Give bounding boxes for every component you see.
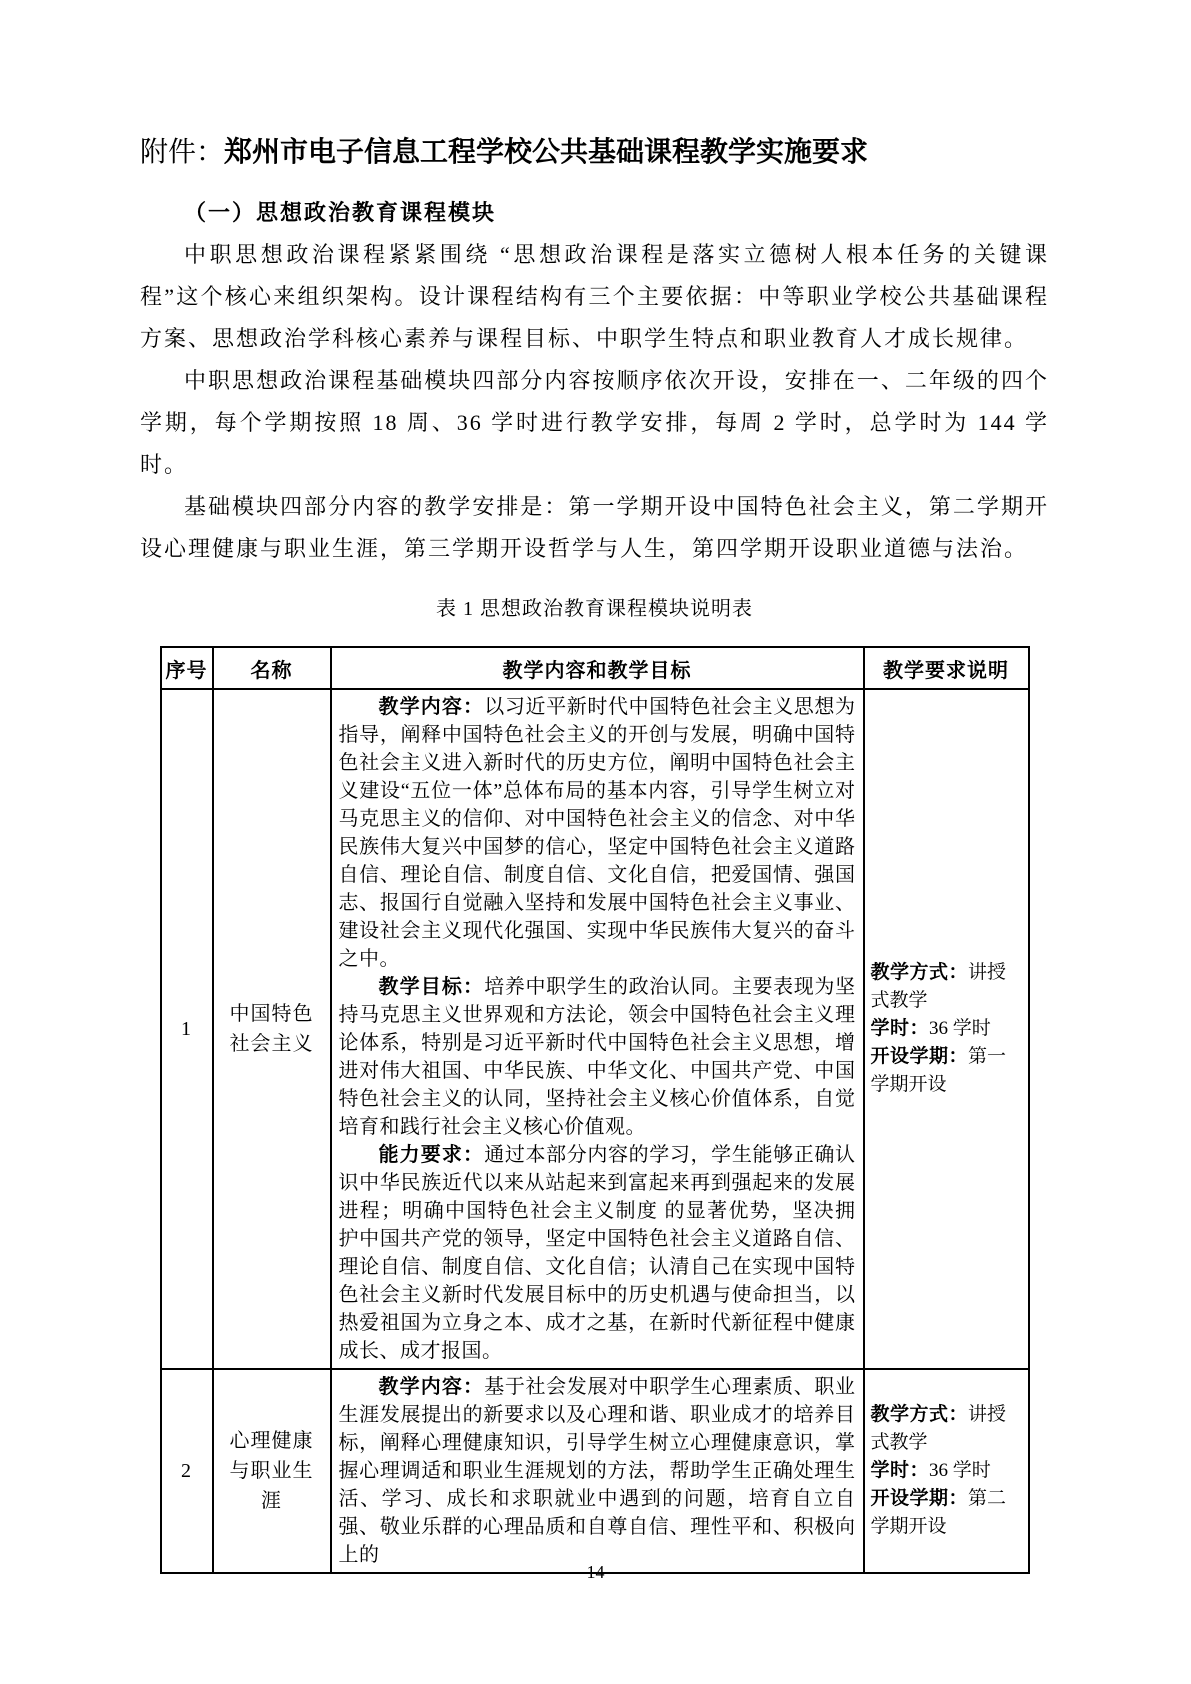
body-paragraph: 基础模块四部分内容的教学安排是：第一学期开设中国特色社会主义，第二学期开设心理健康与职业生涯，第三学期开设哲学与人生，第四学期开设职业道德与法治。	[140, 494, 1049, 561]
table-row	[161, 1369, 1029, 1573]
semester-value: 第一学期开设	[870, 1046, 1007, 1095]
class-hours-label: 学时：	[870, 1018, 930, 1039]
document-title	[140, 136, 1049, 170]
header-cell-no: 序号	[161, 647, 213, 689]
teaching-goal-label: 教学目标：	[378, 976, 485, 998]
teaching-requirements-cell	[864, 1369, 1029, 1573]
page-number: 14	[586, 1562, 605, 1582]
teaching-method-label: 教学方式：	[870, 962, 969, 983]
table-caption: 表 1 思想政治教育课程模块说明表	[436, 598, 753, 620]
class-hours-item	[871, 1457, 1022, 1485]
teaching-method-item	[871, 1401, 1022, 1457]
row-number-cell: 2	[161, 1369, 213, 1573]
body-paragraph: 中职思想政治课程紧紧围绕 “思想政治课程是落实立德树人根本任务的关键课程”这个核心来组织架构。设计课程结构有三个主要依据：中等职业学校公共基础课程方案、思想政治学科核心素养与课程目标、中职学生特点和职业教育人才成长规律。	[140, 242, 1049, 351]
semester-label: 开设学期：	[870, 1046, 969, 1067]
class-hours-item	[871, 1015, 1022, 1043]
teaching-method-value: 讲授式教学	[870, 962, 1007, 1011]
teaching-method-item	[871, 959, 1022, 1015]
teaching-goal-paragraph	[339, 973, 856, 1141]
row-number-cell: 1	[161, 689, 213, 1369]
attachment-label: 附件：	[140, 137, 225, 168]
class-hours-label: 学时：	[870, 1460, 930, 1481]
header-cell-content: 教学内容和教学目标	[331, 647, 864, 689]
class-hours-value: 36 学时	[929, 1460, 991, 1481]
table-row	[161, 689, 1029, 1369]
course-name-cell: 中国特色社会主义	[213, 689, 331, 1369]
teaching-content-paragraph	[339, 693, 856, 973]
class-hours-value: 36 学时	[929, 1018, 991, 1039]
ability-requirement-text: 通过本部分内容的学习，学生能够正确认识中华民族近代以来从站起来到富起来再到强起来的发展进程；明确中国特色社会主义制度 的显著优势，坚决拥护中国共产党的领导，坚定中国特色社会主义道路自信、理论自信、制度自信、文化自信；认清自己在实现中国特色社会主义新时代发展目标中的历史机遇与使命担当，以热爱祖国为立身之本、成才之基，在新时代新征程中健康成长、成才报国。	[338, 1144, 856, 1362]
header-cell-requirements: 教学要求说明	[864, 647, 1029, 689]
teaching-requirements-cell	[864, 689, 1029, 1369]
header-cell-name: 名称	[213, 647, 331, 689]
course-name-cell: 心理健康与职业生涯	[213, 1369, 331, 1573]
table-header-row	[161, 647, 1029, 689]
course-content-cell	[331, 689, 864, 1369]
course-module-table	[160, 646, 1030, 1574]
semester-item	[871, 1043, 1022, 1099]
teaching-goal-text: 培养中职学生的政治认同。主要表现为坚持马克思主义世界观和方法论，领会中国特色社会主义理论体系，特别是习近平新时代中国特色社会主义思想，增进对伟大祖国、中华民族、中华文化、中国共产党、中国特色社会主义的认同，坚持社会主义核心价值体系，自觉培育和践行社会主义核心价值观。	[338, 976, 856, 1138]
semester-label: 开设学期：	[870, 1488, 969, 1509]
teaching-content-text: 以习近平新时代中国特色社会主义思想为指导，阐释中国特色社会主义的开创与发展，明确中国特色社会主义进入新时代的历史方位，阐明中国特色社会主义建设“五位一体”总体布局的基本内容，引导学生树立对马克思主义的信仰、对中国特色社会主义的信念、对中华民族伟大复兴中国梦的信心，坚定中国特色社会主义道路自信、理论自信、制度自信、文化自信，把爱国情、强国志、报国行自觉融入坚持和发展中国特色社会主义事业、建设社会主义现代化强国、实现中华民族伟大复兴的奋斗之中。	[338, 696, 856, 970]
course-content-cell	[331, 1369, 864, 1573]
teaching-method-value: 讲授式教学	[870, 1404, 1007, 1453]
ability-requirement-label: 能力要求：	[378, 1144, 485, 1166]
teaching-content-label: 教学内容：	[378, 1376, 485, 1398]
teaching-content-paragraph	[339, 1373, 856, 1569]
body-paragraph: 中职思想政治课程基础模块四部分内容按顺序依次开设，安排在一、二年级的四个学期，每个学期按照 18 周、36 学时进行教学安排，每周 2 学时，总学时为 144 学时。	[140, 368, 1049, 477]
section-heading: （一）思想政治教育课程模块	[184, 200, 497, 225]
ability-requirement-paragraph	[339, 1141, 856, 1365]
teaching-content-text: 基于社会发展对中职学生心理素质、职业生涯发展提出的新要求以及心理和谐、职业成才的培养目标，阐释心理健康知识，引导学生树立心理健康意识，掌握心理调适和职业生涯规划的方法，帮助学生正确处理生活、学习、成长和求职就业中遇到的问题，培育自立自强、敬业乐群的心理品质和自尊自信、理性平和、积极向上的	[338, 1376, 856, 1566]
document-title-text: 郑州市电子信息工程学校公共基础课程教学实施要求	[224, 137, 869, 168]
teaching-content-label: 教学内容：	[378, 696, 485, 718]
teaching-method-label: 教学方式：	[870, 1404, 969, 1425]
semester-value: 第二学期开设	[870, 1488, 1007, 1537]
semester-item	[871, 1485, 1022, 1541]
